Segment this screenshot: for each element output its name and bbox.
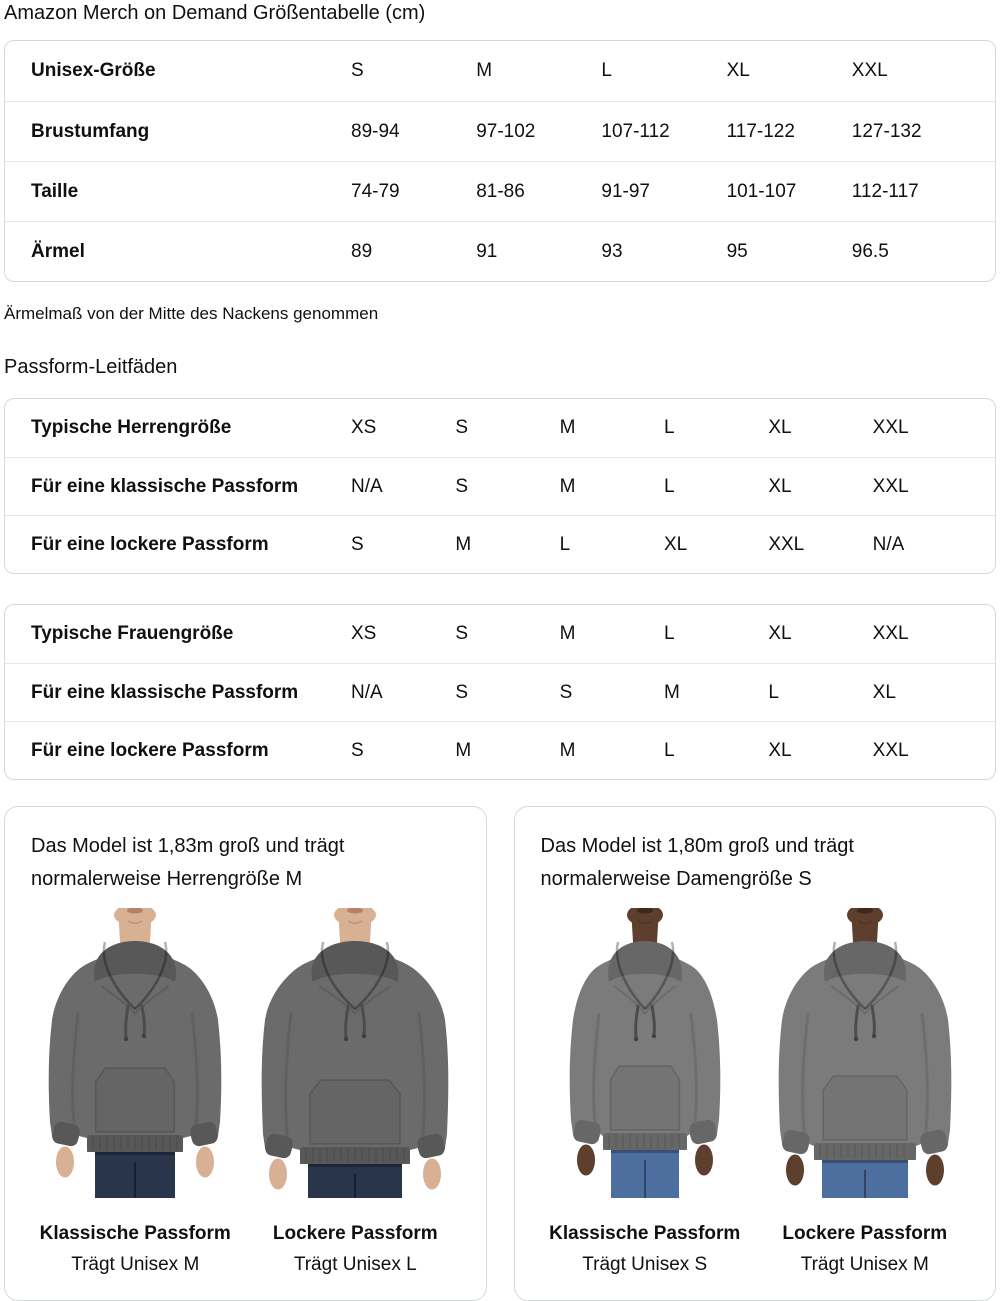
size-cell: S <box>351 739 364 761</box>
model-card <box>514 806 997 1301</box>
women-fit-table <box>4 604 996 780</box>
size-cell: 96.5 <box>851 240 889 262</box>
wears-size-label: Trägt Unisex S <box>582 1254 708 1275</box>
table-row <box>5 41 995 101</box>
size-cell: M <box>476 60 493 81</box>
size-cell: S <box>455 475 469 497</box>
size-cell: XL <box>768 475 792 497</box>
size-cell: S <box>351 60 364 81</box>
fit-caption: Klassische Passform <box>549 1223 741 1244</box>
size-cell: 93 <box>601 240 623 262</box>
size-cell: 101-107 <box>726 180 797 202</box>
table-row <box>5 101 995 161</box>
model-card-heading: Das Model ist 1,83m groß und trägt normalerweise Herrengröße M <box>31 835 345 890</box>
size-cell: M <box>455 739 472 761</box>
size-cell: 127-132 <box>851 120 922 142</box>
model-card-heading: Das Model ist 1,80m groß und trägt normalerweise Damengröße S <box>540 835 854 890</box>
size-cell: XL <box>768 417 792 438</box>
table-row <box>5 457 995 515</box>
size-cell: M <box>559 623 576 644</box>
wears-size-label: Trägt Unisex M <box>71 1254 200 1275</box>
row-label: Brustumfang <box>31 120 150 142</box>
size-cell: M <box>559 417 576 438</box>
fit-caption: Lockere Passform <box>272 1223 438 1244</box>
size-cell: XS <box>351 417 377 438</box>
size-cell: S <box>455 417 469 438</box>
size-cell: S <box>351 533 364 555</box>
size-cell: L <box>664 475 675 497</box>
size-cell: L <box>664 623 675 644</box>
row-label: Für eine klassische Passform <box>31 475 299 497</box>
size-cell: N/A <box>351 475 383 497</box>
size-cell: M <box>664 681 680 703</box>
size-cell: N/A <box>351 681 383 703</box>
size-cell: XXL <box>872 739 909 761</box>
fit-caption: Klassische Passform <box>39 1223 231 1244</box>
size-cell: M <box>455 533 472 555</box>
wears-size-label: Trägt Unisex M <box>800 1254 929 1275</box>
size-cell: L <box>601 60 612 81</box>
wears-size-label: Trägt Unisex L <box>293 1254 417 1275</box>
men-fit-table <box>4 398 996 574</box>
size-cell: XXL <box>851 60 888 81</box>
row-label: Ärmel <box>31 240 85 262</box>
size-cell: 95 <box>726 240 748 262</box>
size-cell: XL <box>872 681 896 703</box>
size-cell: XXL <box>768 533 805 555</box>
size-cell: XL <box>726 60 750 81</box>
fit-caption: Lockere Passform <box>782 1223 948 1244</box>
model-photo-female-classic <box>539 908 751 1276</box>
size-cell: L <box>768 681 779 703</box>
size-cell: XL <box>768 739 792 761</box>
row-label: Typische Herrengröße <box>31 417 232 438</box>
size-cell: XXL <box>872 623 909 644</box>
size-cell: XL <box>768 623 792 644</box>
model-photo-female-loose <box>759 908 971 1276</box>
size-cell: XXL <box>872 417 909 438</box>
size-cell: L <box>664 739 675 761</box>
sleeve-measure-note: Ärmelmaß von der Mitte des Nackens genommen <box>4 304 379 323</box>
model-photo-male-loose <box>249 908 461 1276</box>
size-cell: 74-79 <box>351 180 400 202</box>
size-cell: 91-97 <box>601 180 650 202</box>
unisex-size-table <box>4 40 996 282</box>
table-row <box>5 605 995 663</box>
table-row <box>5 515 995 573</box>
size-cell: 117-122 <box>726 120 795 142</box>
size-cell: L <box>664 417 675 438</box>
row-label: Für eine lockere Passform <box>31 533 269 555</box>
size-cell: N/A <box>872 533 905 555</box>
row-label: Für eine lockere Passform <box>31 739 269 761</box>
model-card <box>4 806 487 1301</box>
size-cell: M <box>559 739 576 761</box>
size-cell: S <box>455 623 469 644</box>
size-cell: 91 <box>476 240 498 262</box>
model-cards <box>4 806 996 1301</box>
size-cell: XS <box>351 623 377 644</box>
table-row <box>5 221 995 281</box>
table-row <box>5 721 995 779</box>
table-row <box>5 663 995 721</box>
size-cell: XL <box>664 533 688 555</box>
size-cell: L <box>559 533 571 555</box>
fit-guides-heading: Passform-Leitfäden <box>4 356 178 378</box>
row-label: Typische Frauengröße <box>31 623 234 644</box>
row-label: Für eine klassische Passform <box>31 681 299 703</box>
size-cell: 89-94 <box>351 120 400 142</box>
size-cell: S <box>559 681 573 703</box>
size-cell: 107-112 <box>601 120 670 142</box>
row-label: Unisex-Größe <box>31 60 156 81</box>
size-cell: 81-86 <box>476 180 525 202</box>
size-cell: S <box>455 681 469 703</box>
size-cell: XXL <box>872 475 909 497</box>
size-cell: 97-102 <box>476 120 536 142</box>
model-photos <box>21 908 470 1276</box>
table-row <box>5 399 995 457</box>
table-row <box>5 161 995 221</box>
row-label: Taille <box>31 180 79 202</box>
model-photo-male-classic <box>29 908 241 1276</box>
size-cell: M <box>559 475 576 497</box>
page-title: Amazon Merch on Demand Größentabelle (cm) <box>4 2 426 24</box>
size-cell: 89 <box>351 240 373 262</box>
size-cell: 112-117 <box>851 180 919 202</box>
model-photos <box>531 908 980 1276</box>
